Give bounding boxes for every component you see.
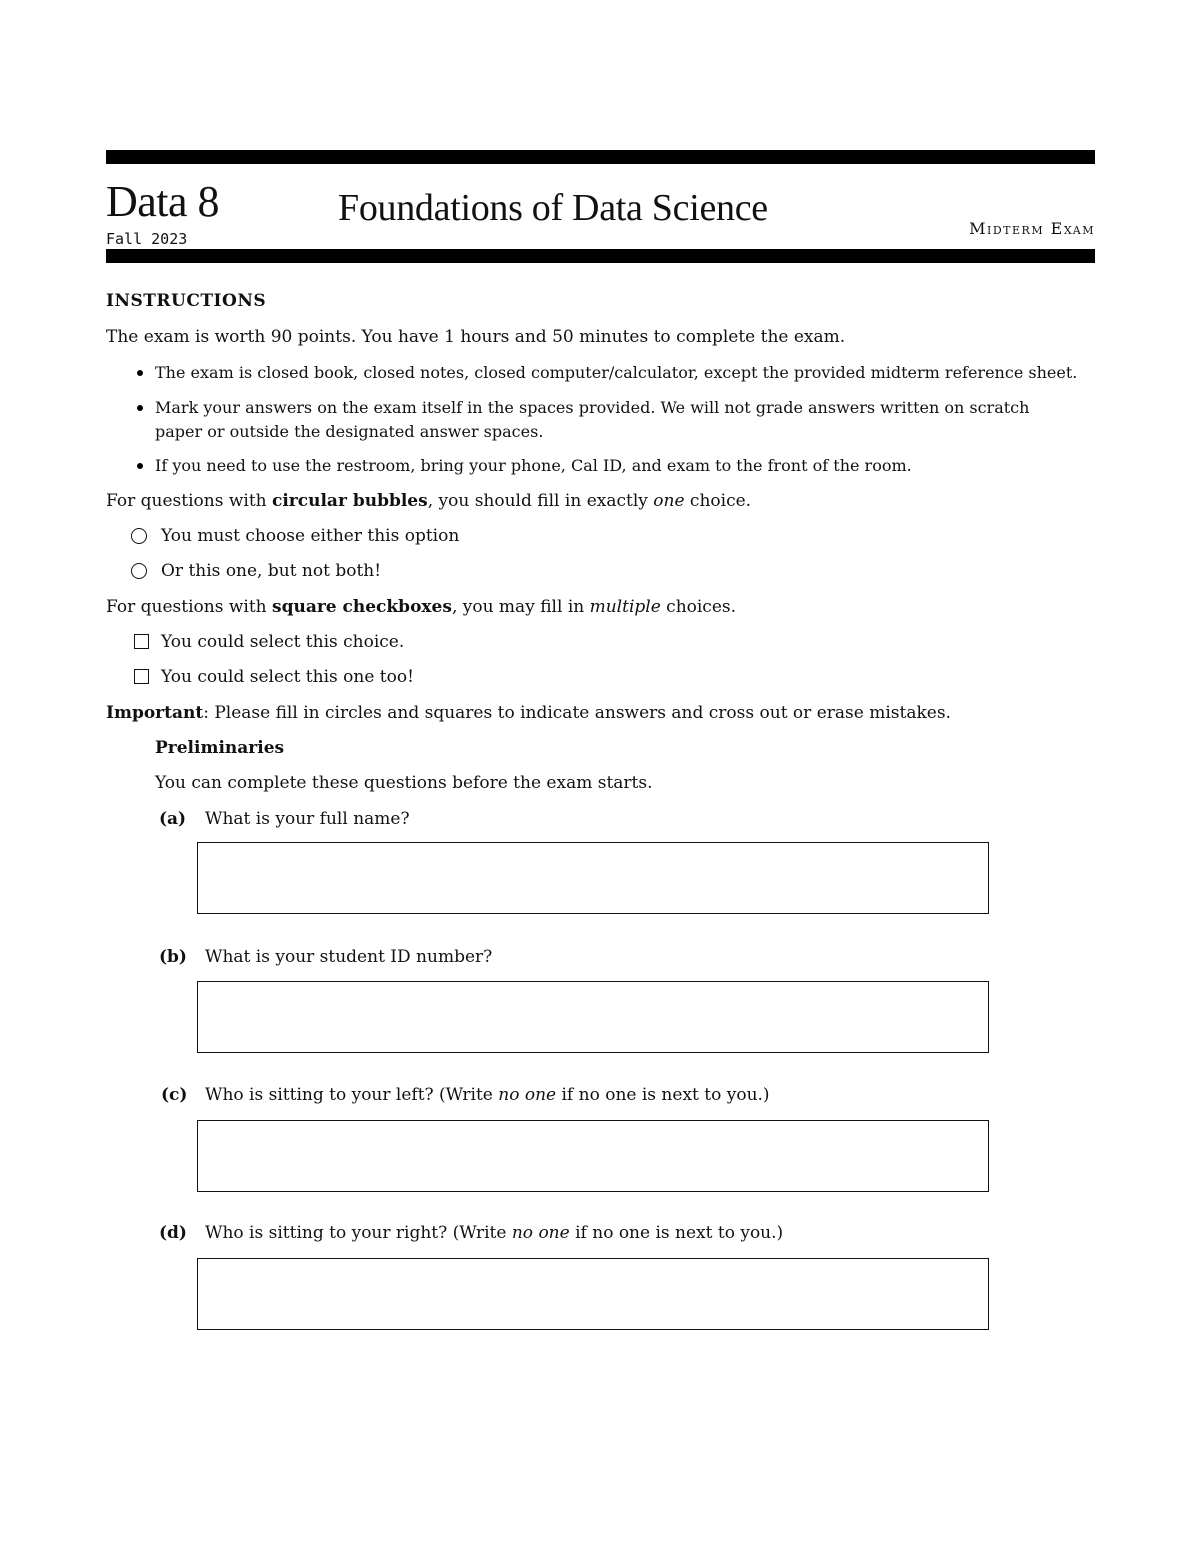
circular-italic: one bbox=[653, 491, 685, 511]
checkbox[interactable] bbox=[134, 669, 149, 684]
instructions-intro: The exam is worth 90 points. You have 1 hours and 50 minutes to complete the exam. bbox=[106, 327, 846, 347]
question-text: Who is sitting to your right? (Write no one if no one is next to you.) bbox=[205, 1223, 784, 1243]
question-label: (b) bbox=[159, 947, 187, 967]
preliminaries-heading: Preliminaries bbox=[155, 738, 285, 758]
instructions-heading: INSTRUCTIONS bbox=[106, 291, 267, 311]
important-label: Important bbox=[106, 703, 204, 723]
radio-bubble[interactable] bbox=[131, 528, 147, 544]
full-name-answer-box[interactable] bbox=[197, 842, 989, 914]
bullet-item: If you need to use the restroom, bring your phone, Cal ID, and exam to the front of the room. bbox=[155, 456, 912, 475]
question-text: What is your full name? bbox=[205, 809, 410, 829]
checkbox[interactable] bbox=[134, 634, 149, 649]
radio-option-label: Or this one, but not both! bbox=[161, 561, 382, 581]
checkbox-option-label: You could select this choice. bbox=[161, 632, 405, 652]
bullet-icon bbox=[137, 370, 143, 376]
bullet-item: Mark your answers on the exam itself in the spaces provided. We will not grade answers written on scratch bbox=[155, 398, 1030, 417]
left-neighbor-answer-box[interactable] bbox=[197, 1120, 989, 1192]
top-rule bbox=[106, 150, 1095, 164]
course-name: Data 8 bbox=[106, 177, 220, 226]
bullet-item-continued: paper or outside the designated answer spaces. bbox=[155, 422, 544, 441]
exam-type: Midterm Exam bbox=[969, 219, 1095, 238]
question-text: What is your student ID number? bbox=[205, 947, 493, 967]
square-italic: multiple bbox=[589, 597, 661, 617]
question-text: Who is sitting to your left? (Write no one if no one is next to you.) bbox=[205, 1085, 770, 1105]
important-note: Important: Please fill in circles and squares to indicate answers and cross out or erase mistakes. bbox=[106, 703, 951, 723]
student-id-answer-box[interactable] bbox=[197, 981, 989, 1053]
circular-bold: circular bubbles bbox=[272, 491, 428, 511]
question-label: (c) bbox=[161, 1085, 188, 1105]
preliminaries-subtext: You can complete these questions before the exam starts. bbox=[155, 773, 653, 793]
radio-option-label: You must choose either this option bbox=[161, 526, 460, 546]
right-neighbor-answer-box[interactable] bbox=[197, 1258, 989, 1330]
bullet-icon bbox=[137, 405, 143, 411]
bullet-icon bbox=[137, 463, 143, 469]
radio-bubble[interactable] bbox=[131, 563, 147, 579]
question-label: (d) bbox=[159, 1223, 187, 1243]
square-instruction: For questions with square checkboxes, you may fill in multiple choices. bbox=[106, 597, 737, 617]
page-title: Foundations of Data Science bbox=[338, 187, 768, 229]
term-label: Fall 2023 bbox=[106, 230, 188, 248]
bullet-item: The exam is closed book, closed notes, closed computer/calculator, except the provided midterm reference sheet. bbox=[155, 363, 1078, 382]
bottom-rule bbox=[106, 249, 1095, 263]
question-label: (a) bbox=[159, 809, 187, 829]
checkbox-option-label: You could select this one too! bbox=[161, 667, 414, 687]
circular-instruction: For questions with circular bubbles, you should fill in exactly one choice. bbox=[106, 491, 752, 511]
square-bold: square checkboxes bbox=[272, 597, 452, 617]
